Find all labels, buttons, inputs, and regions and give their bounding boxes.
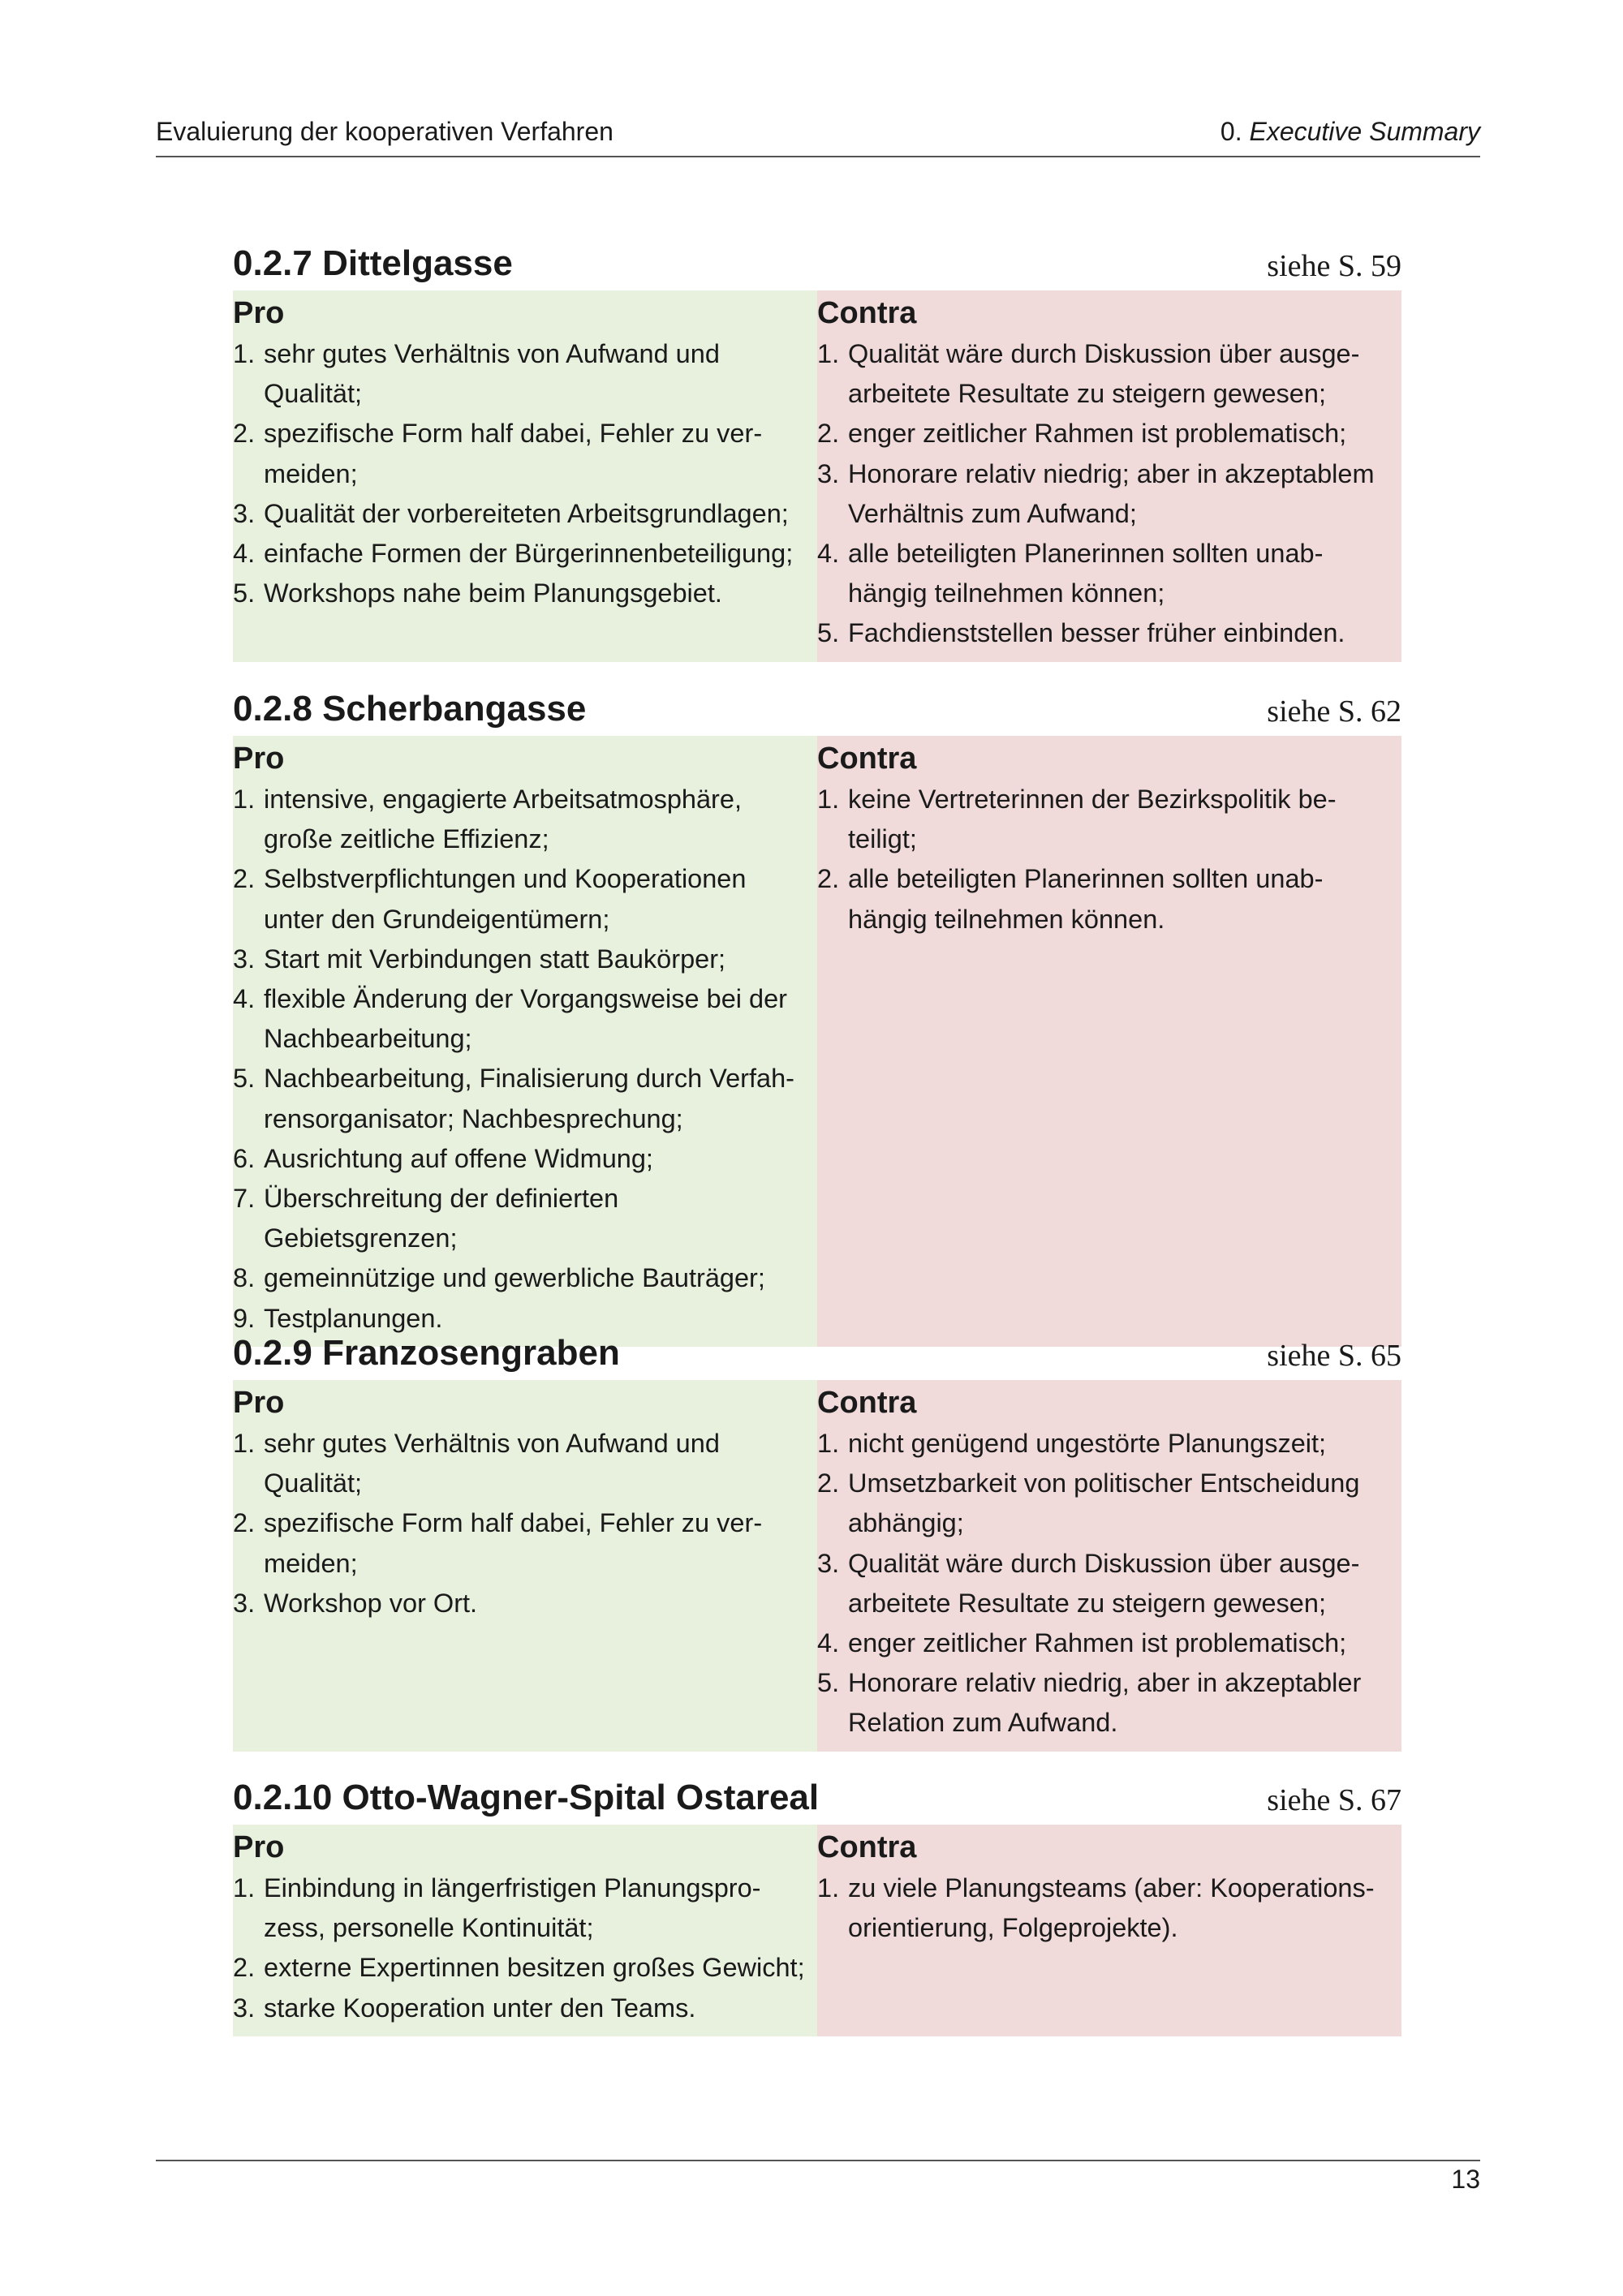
list-item [817, 1464, 1401, 1543]
item-text-line: zess, personelle Kontinuität; [264, 1913, 594, 1943]
item-text-line: Ausrichtung auf offene Widmung; [264, 1143, 653, 1173]
item-number: 2. [233, 864, 256, 894]
item-number: 9. [233, 1303, 256, 1333]
item-number: 2. [233, 419, 256, 449]
item-text-line: Honorare relativ niedrig, aber in akzeptabler [848, 1668, 1362, 1698]
section-franzosengraben [233, 1333, 1401, 1752]
section-dittelgasse [233, 243, 1401, 662]
item-text-line: spezifische Form half dabei, Fehler zu ver- [264, 1508, 763, 1538]
item-text-line: hängig teilnehmen können; [848, 578, 1165, 608]
item-text-line: sehr gutes Verhältnis von Aufwand und [264, 1429, 720, 1458]
item-text-line: Workshops nahe beim Planungsgebiet. [264, 578, 722, 608]
section-title: 0.2.9 Franzosengraben [233, 1333, 620, 1373]
section-title: 0.2.8 Scherbangasse [233, 689, 587, 729]
item-text-line: Nachbearbeitung; [264, 1024, 472, 1054]
item-number: 3. [233, 1588, 256, 1618]
page-reference: siehe S. 59 [1267, 249, 1401, 283]
list-item [817, 613, 1401, 653]
list-item [233, 1424, 817, 1503]
item-number: 2. [817, 1468, 840, 1498]
item-number: 5. [817, 1668, 840, 1698]
list-item [233, 1868, 817, 1948]
pro-contra-table [233, 1825, 1401, 2036]
contra-column [817, 1380, 1401, 1752]
item-number: 4. [233, 984, 256, 1014]
item-text-line: enger zeitlicher Rahmen ist problematisch; [848, 419, 1347, 449]
item-text-line: Verhältnis zum Aufwand; [848, 498, 1137, 528]
item-number: 5. [233, 578, 256, 608]
item-text-line: Workshop vor Ort. [264, 1588, 478, 1618]
section-header [233, 689, 1401, 736]
pro-contra-table [233, 736, 1401, 1347]
pro-list [233, 1424, 817, 1623]
page-number: 13 [1451, 2165, 1480, 2194]
list-item [233, 1503, 817, 1583]
list-item [233, 939, 817, 979]
list-item [817, 1544, 1401, 1623]
item-number: 1. [817, 1429, 840, 1458]
section-scherbangasse [233, 689, 1401, 1347]
item-text-line: einfache Formen der Bürgerinnenbeteiligung; [264, 539, 794, 569]
item-text-line: orientierung, Folgeprojekte). [848, 1913, 1178, 1943]
contra-column [817, 736, 1401, 1347]
item-number: 2. [817, 864, 840, 894]
item-number: 2. [817, 419, 840, 449]
pro-heading: Pro [233, 296, 285, 330]
item-text-line: zu viele Planungsteams (aber: Kooperations- [848, 1873, 1375, 1903]
item-number: 1. [817, 1873, 840, 1903]
page-reference: siehe S. 67 [1267, 1783, 1401, 1817]
item-text-line: Qualität wäre durch Diskussion über ausge- [848, 339, 1360, 368]
list-item [817, 1868, 1401, 1948]
list-item [233, 1179, 817, 1258]
item-number: 1. [817, 785, 840, 814]
list-item [233, 1059, 817, 1138]
pro-contra-table [233, 1380, 1401, 1752]
item-number: 1. [817, 339, 840, 368]
item-text-line: Honorare relativ niedrig; aber in akzeptablem [848, 458, 1375, 488]
pro-contra-table [233, 290, 1401, 662]
item-text-line: arbeitete Resultate zu steigern gewesen; [848, 379, 1326, 409]
item-text-line: keine Vertreterinnen der Bezirkspolitik be- [848, 785, 1337, 814]
item-text-line: alle beteiligten Planerinnen sollten unab- [848, 539, 1324, 569]
list-item [233, 1948, 817, 1988]
list-item [233, 1584, 817, 1623]
pro-heading: Pro [233, 742, 285, 776]
item-number: 4. [817, 1628, 840, 1658]
contra-heading: Contra [817, 742, 917, 776]
pro-list [233, 1868, 817, 2028]
item-text-line: starke Kooperation unter den Teams. [264, 1993, 696, 2023]
item-text-line: Nachbearbeitung, Finalisierung durch Verfah- [264, 1064, 794, 1094]
item-number: 6. [233, 1143, 256, 1173]
item-text-line: unter den Grundeigentümern; [264, 904, 610, 934]
item-text-line: Qualität; [264, 379, 363, 409]
item-text-line: meiden; [264, 458, 358, 488]
list-item [233, 494, 817, 534]
pro-column [233, 1825, 817, 2036]
list-item [817, 1623, 1401, 1663]
item-text-line: sehr gutes Verhältnis von Aufwand und [264, 339, 720, 368]
item-text-line: enger zeitlicher Rahmen ist problematisch; [848, 1628, 1347, 1658]
section-title: 0.2.7 Dittelgasse [233, 243, 513, 283]
pro-list [233, 334, 817, 613]
list-item [233, 1139, 817, 1179]
running-header [156, 114, 1480, 157]
header-document-title: Evaluierung der kooperativen Verfahren [156, 117, 613, 146]
item-text-line: externe Expertinnen besitzen großes Gewicht; [264, 1953, 805, 1983]
item-text-line: Einbindung in längerfristigen Planungspro- [264, 1873, 761, 1903]
list-item [233, 859, 817, 939]
item-number: 1. [233, 785, 256, 814]
pro-heading: Pro [233, 1386, 285, 1420]
item-number: 3. [817, 458, 840, 488]
contra-heading: Contra [817, 1386, 917, 1420]
item-number: 1. [233, 339, 256, 368]
item-number: 8. [233, 1263, 256, 1293]
section-header [233, 1333, 1401, 1380]
item-text-line: alle beteiligten Planerinnen sollten unab- [848, 864, 1324, 894]
contra-list [817, 1424, 1401, 1743]
contra-heading: Contra [817, 296, 917, 330]
list-item [817, 1663, 1401, 1743]
header-chapter-title: Executive Summary [1249, 117, 1480, 146]
page-reference: siehe S. 62 [1267, 694, 1401, 729]
pro-column [233, 736, 817, 1347]
item-text-line: Testplanungen. [264, 1303, 443, 1333]
item-text-line: hängig teilnehmen können. [848, 904, 1165, 934]
item-number: 4. [817, 539, 840, 569]
item-text-line: intensive, engagierte Arbeitsatmosphäre, [264, 785, 742, 814]
item-number: 2. [233, 1953, 256, 1983]
list-item [233, 979, 817, 1059]
list-item [817, 414, 1401, 454]
header-chapter-number: 0. [1220, 117, 1242, 146]
item-number: 3. [233, 944, 256, 974]
item-text-line: Fachdienststellen besser früher einbinden. [848, 618, 1345, 648]
item-text-line: rensorganisator; Nachbesprechung; [264, 1103, 683, 1133]
list-item [233, 1258, 817, 1298]
page-reference: siehe S. 65 [1267, 1339, 1401, 1373]
contra-heading: Contra [817, 1830, 917, 1864]
item-number: 3. [233, 1993, 256, 2023]
item-text-line: flexible Änderung der Vorgangsweise bei der [264, 984, 788, 1014]
item-text-line: Qualität; [264, 1468, 363, 1498]
list-item [817, 334, 1401, 414]
pro-column [233, 290, 817, 662]
item-text-line: Qualität der vorbereiteten Arbeitsgrundlagen; [264, 498, 789, 528]
list-item [233, 414, 817, 493]
list-item [233, 574, 817, 613]
list-item [817, 780, 1401, 859]
item-text-line: Selbstverpflichtungen und Kooperationen [264, 864, 747, 894]
item-number: 7. [233, 1184, 256, 1214]
item-number: 1. [233, 1429, 256, 1458]
item-text-line: Qualität wäre durch Diskussion über ausge- [848, 1548, 1360, 1578]
item-text-line: große zeitliche Effizienz; [264, 824, 549, 854]
item-text-line: meiden; [264, 1548, 358, 1578]
list-item [233, 780, 817, 859]
item-number: 3. [233, 498, 256, 528]
section-header [233, 1778, 1401, 1825]
section-header [233, 243, 1401, 290]
item-text-line: arbeitete Resultate zu steigern gewesen; [848, 1588, 1326, 1618]
item-text-line: spezifische Form half dabei, Fehler zu ver- [264, 419, 763, 449]
list-item [233, 1989, 817, 2028]
item-number: 3. [817, 1548, 840, 1578]
header-chapter [1220, 117, 1480, 147]
item-text-line: Relation zum Aufwand. [848, 1708, 1118, 1738]
item-text-line: teiligt; [848, 824, 917, 854]
item-number: 2. [233, 1508, 256, 1538]
item-number: 1. [233, 1873, 256, 1903]
item-text-line: Überschreitung der definierten Gebietsgrenzen; [264, 1184, 619, 1253]
footer-rule [156, 2160, 1480, 2161]
contra-list [817, 780, 1401, 939]
pro-heading: Pro [233, 1830, 285, 1864]
list-item [817, 859, 1401, 939]
list-item [817, 454, 1401, 534]
item-number: 5. [233, 1064, 256, 1094]
item-text-line: gemeinnützige und gewerbliche Bauträger; [264, 1263, 765, 1293]
item-number: 4. [233, 539, 256, 569]
list-item [817, 1424, 1401, 1464]
list-item [233, 534, 817, 574]
section-title: 0.2.10 Otto-Wagner-Spital Ostareal [233, 1778, 820, 1817]
list-item [817, 534, 1401, 613]
pro-list [233, 780, 817, 1339]
item-text-line: Start mit Verbindungen statt Baukörper; [264, 944, 726, 974]
item-text-line: nicht genügend ungestörte Planungszeit; [848, 1429, 1327, 1458]
list-item [233, 334, 817, 414]
pro-column [233, 1380, 817, 1752]
item-number: 5. [817, 618, 840, 648]
contra-list [817, 334, 1401, 654]
item-text-line: abhängig; [848, 1508, 964, 1538]
contra-list [817, 1868, 1401, 1948]
contra-column [817, 290, 1401, 662]
section-otto-wagner-spital [233, 1778, 1401, 2036]
item-text-line: Umsetzbarkeit von politischer Entscheidung [848, 1468, 1360, 1498]
contra-column [817, 1825, 1401, 2036]
